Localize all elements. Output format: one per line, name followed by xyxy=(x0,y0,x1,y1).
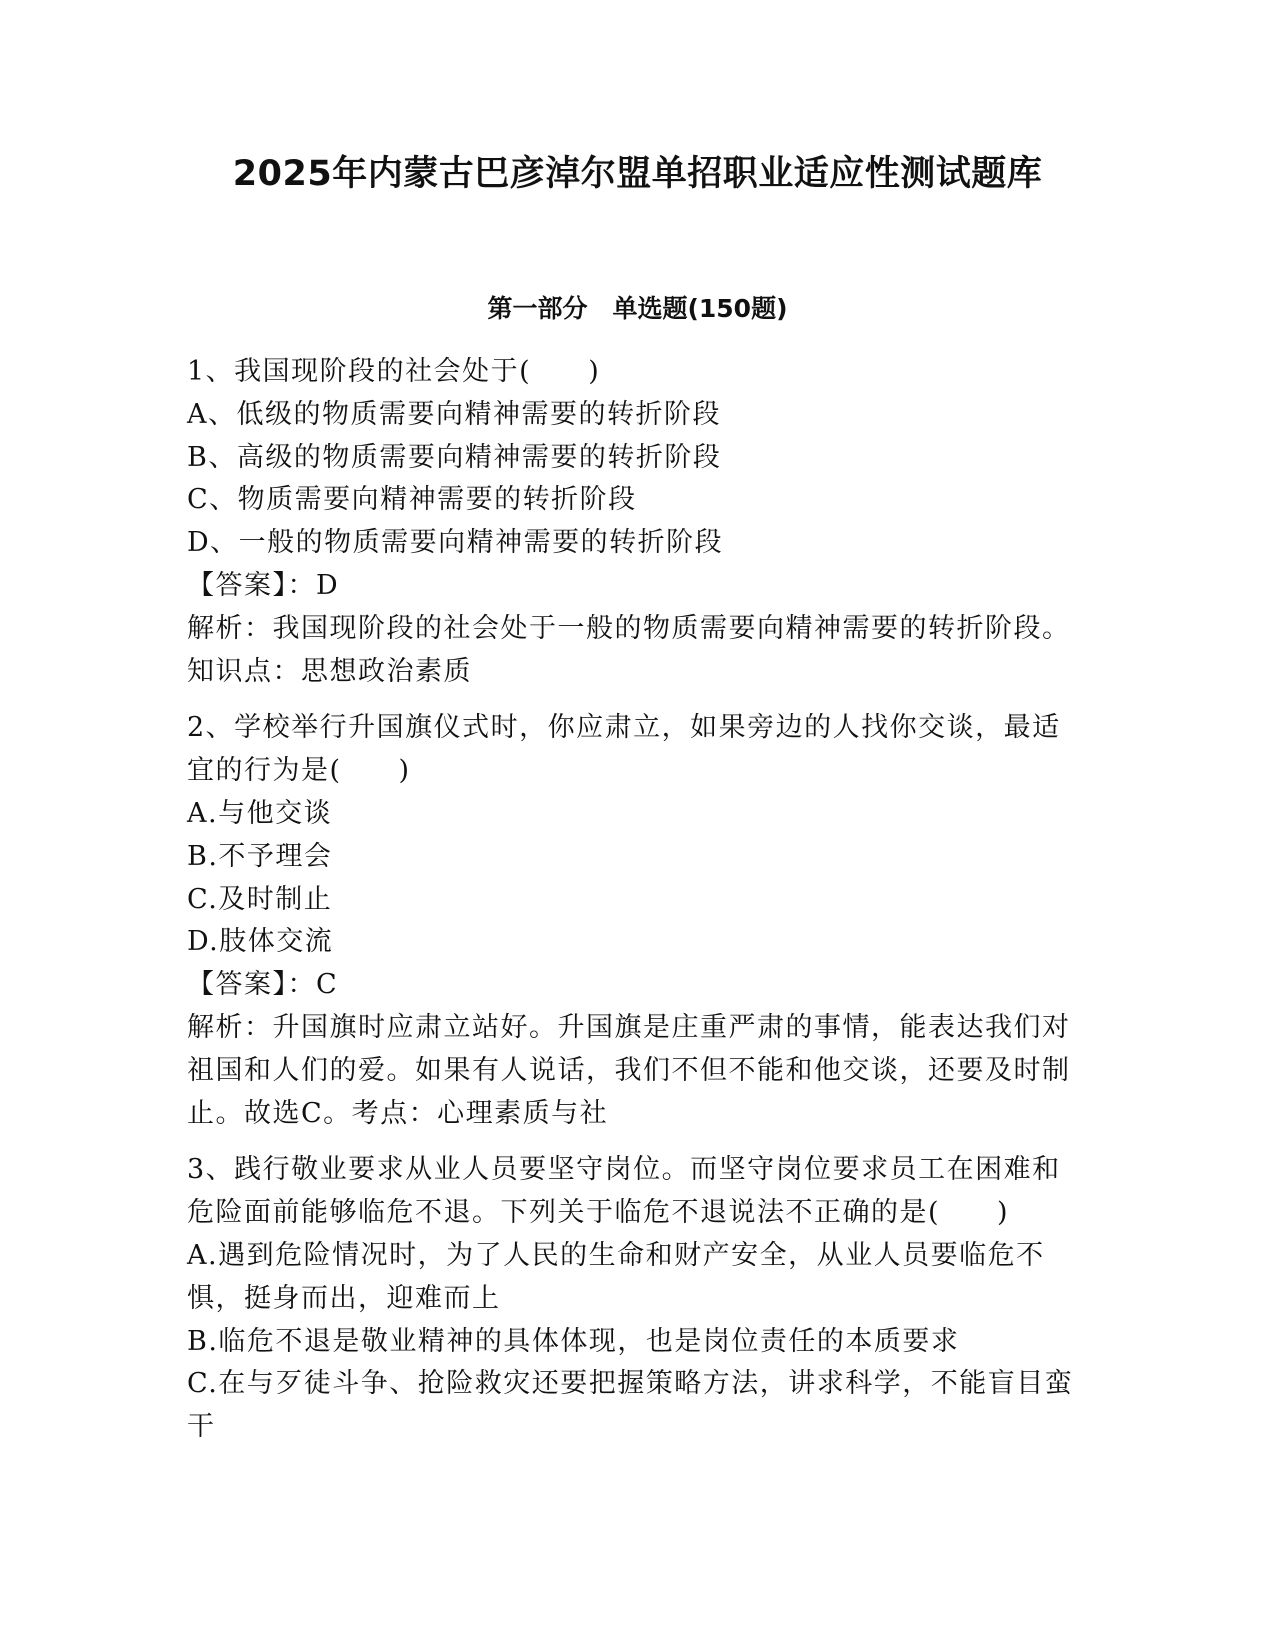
section-title: 第一部分 单选题(150题) xyxy=(487,294,788,323)
question-stem: 2、学校举行升国旗仪式时，你应肃立，如果旁边的人找你交谈，最适宜的行为是( ) xyxy=(187,712,1061,787)
question-option-a: A.与他交谈 xyxy=(187,797,333,829)
question-option-c: C.在与歹徒斗争、抢险救灾还要把握策略方法，讲求科学，不能盲目蛮干 xyxy=(187,1368,1074,1443)
question-3 xyxy=(187,1149,1087,1449)
question-stem: 3、践行敬业要求从业人员要坚守岗位。而坚守岗位要求员工在困难和危险面前能够临危不退。下列关于临危不退说法不正确的是( ) xyxy=(187,1154,1061,1229)
question-option-d: D、一般的物质需要向精神需要的转折阶段 xyxy=(187,527,724,559)
question-stem: 1、我国现阶段的社会处于( ) xyxy=(187,356,601,387)
question-option-b: B.不予理会 xyxy=(187,840,333,872)
question-answer: 【答案】：C xyxy=(187,969,339,1001)
question-analysis: 解析：升国旗时应肃立站好。升国旗是庄重严肃的事情，能表达我们对祖国和人们的爱。如果有人说话，我们不但不能和他交谈，还要及时制止。故选C。考点：心理素质与社 xyxy=(187,1011,1071,1129)
question-option-b: B、高级的物质需要向精神需要的转折阶段 xyxy=(187,441,722,473)
question-option-b: B.临危不退是敬业精神的具体体现，也是岗位责任的本质要求 xyxy=(187,1325,960,1357)
question-list xyxy=(187,351,1087,1463)
question-option-c: C.及时制止 xyxy=(187,883,333,915)
question-1 xyxy=(187,351,1087,693)
question-answer: 【答案】：D xyxy=(187,569,340,601)
document-title: 2025年内蒙古巴彦淖尔盟单招职业适应性测试题库 xyxy=(232,154,1043,194)
question-2 xyxy=(187,707,1087,1135)
question-option-a: A、低级的物质需要向精神需要的转折阶段 xyxy=(187,398,721,430)
question-option-d: D.肢体交流 xyxy=(187,926,334,958)
question-option-c: C、物质需要向精神需要的转折阶段 xyxy=(187,484,637,516)
question-analysis: 解析：我国现阶段的社会处于一般的物质需要向精神需要的转折阶段。知识点：思想政治素质 xyxy=(187,612,1071,687)
question-option-a: A.遇到危险情况时，为了人民的生命和财产安全，从业人员要临危不惧，挺身而出，迎难而上 xyxy=(187,1239,1045,1314)
